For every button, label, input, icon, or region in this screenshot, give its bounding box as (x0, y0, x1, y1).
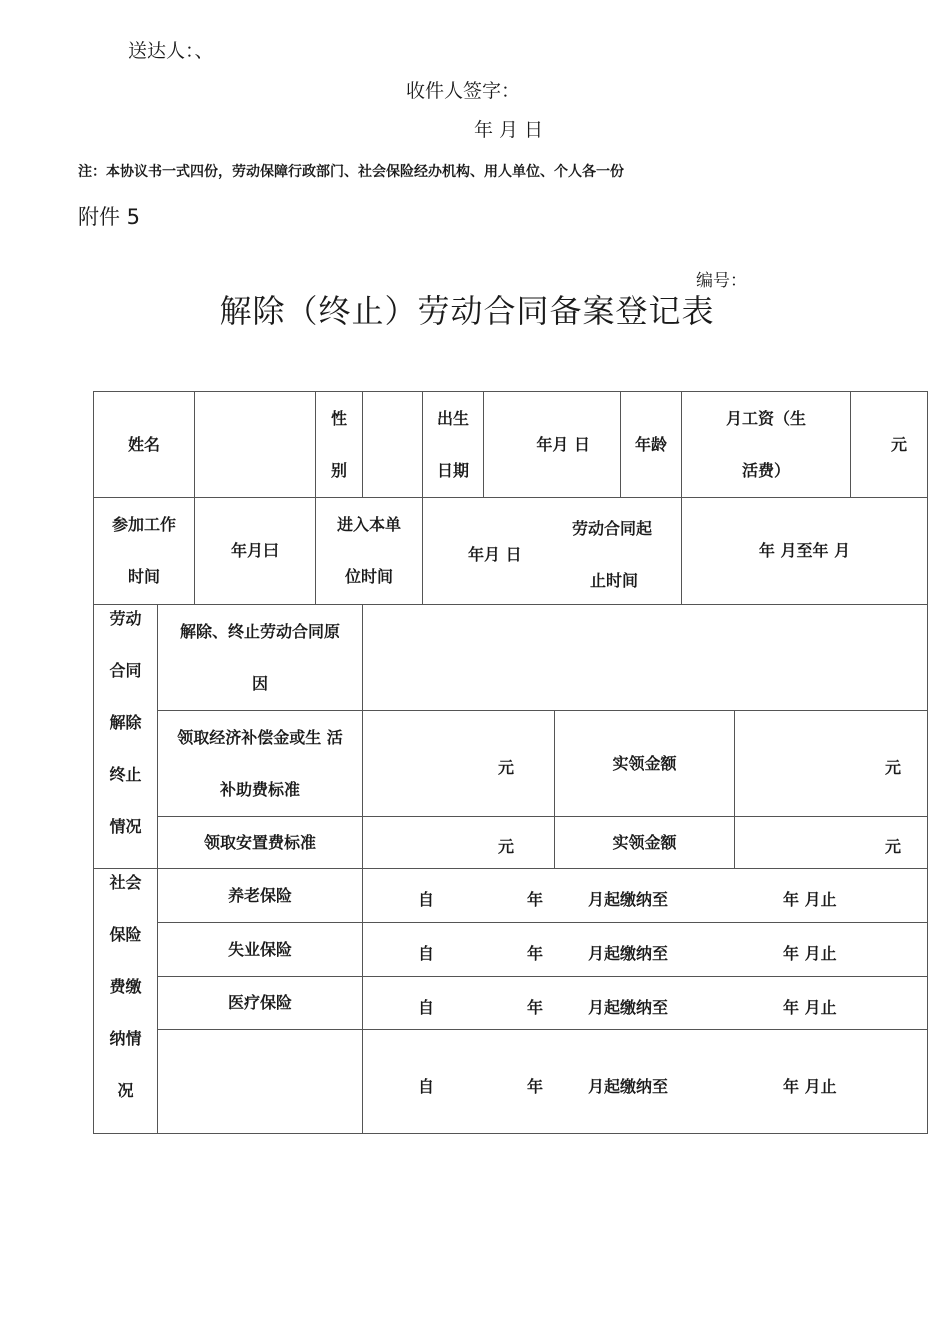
birth-label-line1: 出生 (436, 408, 469, 428)
insurance-mid[interactable]: 月起缴纳至 (588, 1077, 669, 1096)
insurance-end[interactable]: 年 月止 (783, 890, 837, 909)
comp-label-line2: 补助费标准 (219, 779, 300, 799)
attachment-label: 附件 5 (78, 205, 141, 229)
birth-date-value[interactable]: 年月 日 (536, 434, 590, 454)
insurance-year[interactable]: 年 (527, 890, 544, 909)
gender-value-cell[interactable] (363, 392, 422, 497)
insurance-mid[interactable]: 月起缴纳至 (588, 998, 669, 1017)
actual-amount-2-label: 实领金额 (612, 832, 677, 852)
actual-amount-label: 实领金额 (612, 753, 677, 773)
reason-label-line1: 解除、终止劳动合同原 (179, 621, 340, 641)
insurance-type-unemployment: 失业保险 (227, 939, 292, 959)
date-line: 年 月 日 (474, 119, 544, 141)
gender-label (316, 392, 362, 497)
monthly-wage-label (682, 392, 850, 497)
termination-side-4: 终止 (109, 765, 142, 784)
insurance-year[interactable]: 年 (527, 944, 544, 963)
insurance-mid[interactable]: 月起缴纳至 (588, 890, 669, 909)
contract-period-label-line2: 止时间 (590, 571, 639, 590)
entry-label-line1: 进入本单 (336, 515, 401, 534)
insurance-side-3: 费缴 (109, 977, 142, 996)
insurance-from[interactable]: 自 (418, 998, 435, 1017)
name-value-cell[interactable] (195, 392, 315, 497)
entry-time-value[interactable]: 年月 日 (468, 545, 522, 564)
receiver-signature-label: 收件人签字： (406, 80, 521, 102)
birth-label-line2: 日期 (436, 460, 469, 480)
wage-label-line1: 月工资（生 (725, 408, 806, 428)
compensation-unit[interactable]: 元 (498, 758, 515, 777)
entry-time-label (316, 498, 422, 604)
insurance-end[interactable]: 年 月止 (783, 1077, 837, 1096)
work-label-line1: 参加工作 (111, 515, 176, 534)
termination-side-2: 合同 (109, 661, 142, 680)
insurance-section-label (94, 857, 157, 1119)
insurance-end[interactable]: 年 月止 (783, 998, 837, 1017)
work-start-label (94, 498, 194, 604)
reason-label-line2: 因 (251, 673, 268, 693)
insurance-end[interactable]: 年 月止 (783, 944, 837, 963)
wage-unit[interactable]: 元 (890, 434, 907, 454)
contract-period-value[interactable]: 年 月至年 月 (758, 541, 851, 560)
note-text: 注：本协议书一式四份，劳动保障行政部门、社会保险经办机构、用人单位、个人各一份 (78, 164, 624, 180)
entry-label-line2: 位时间 (344, 567, 393, 586)
insurance-from[interactable]: 自 (418, 890, 435, 909)
insurance-type-pension: 养老保险 (227, 885, 292, 905)
actual-amount-unit[interactable]: 元 (885, 758, 902, 777)
insurance-year[interactable]: 年 (527, 998, 544, 1017)
termination-side-1: 劳动 (109, 609, 142, 628)
gender-label-line2: 别 (330, 460, 347, 480)
insurance-type-medical: 医疗保险 (227, 993, 292, 1012)
termination-side-3: 解除 (109, 713, 142, 732)
termination-reason-value[interactable] (363, 605, 927, 710)
wage-label-line2: 活费） (741, 460, 790, 480)
sender-label: 送达人：、 (128, 40, 214, 62)
insurance-year[interactable]: 年 (527, 1077, 544, 1096)
age-label: 年龄 (634, 434, 667, 454)
insurance-type-other[interactable] (158, 1030, 362, 1133)
insurance-from[interactable]: 自 (418, 944, 435, 963)
serial-number-label: 编号： (696, 271, 747, 291)
insurance-mid[interactable]: 月起缴纳至 (588, 944, 669, 963)
gender-label-line1: 性 (330, 408, 347, 428)
contract-period-label-line1: 劳动合同起 (572, 519, 653, 538)
termination-section-label (94, 593, 157, 853)
page-title: 解除（终止）劳动合同备案登记表 (219, 292, 715, 330)
insurance-side-1: 社会 (109, 873, 142, 892)
termination-reason-label (158, 605, 362, 710)
insurance-side-5: 况 (117, 1081, 134, 1100)
work-label-line2: 时间 (127, 567, 160, 586)
resettlement-standard-label: 领取安置费标准 (203, 832, 316, 852)
work-start-value[interactable]: 年月曰 (230, 541, 279, 560)
insurance-side-2: 保险 (109, 925, 142, 944)
insurance-side-4: 纳情 (109, 1029, 142, 1048)
termination-side-5: 情况 (109, 817, 142, 836)
actual-amount-2-unit[interactable]: 元 (885, 837, 902, 856)
insurance-from[interactable]: 自 (418, 1077, 435, 1096)
resettlement-unit[interactable]: 元 (498, 837, 515, 856)
compensation-standard-label (158, 711, 362, 816)
name-label: 姓名 (127, 434, 160, 454)
birth-date-label (423, 392, 483, 497)
comp-label-line1: 领取经济补偿金或生 活 (177, 727, 343, 747)
